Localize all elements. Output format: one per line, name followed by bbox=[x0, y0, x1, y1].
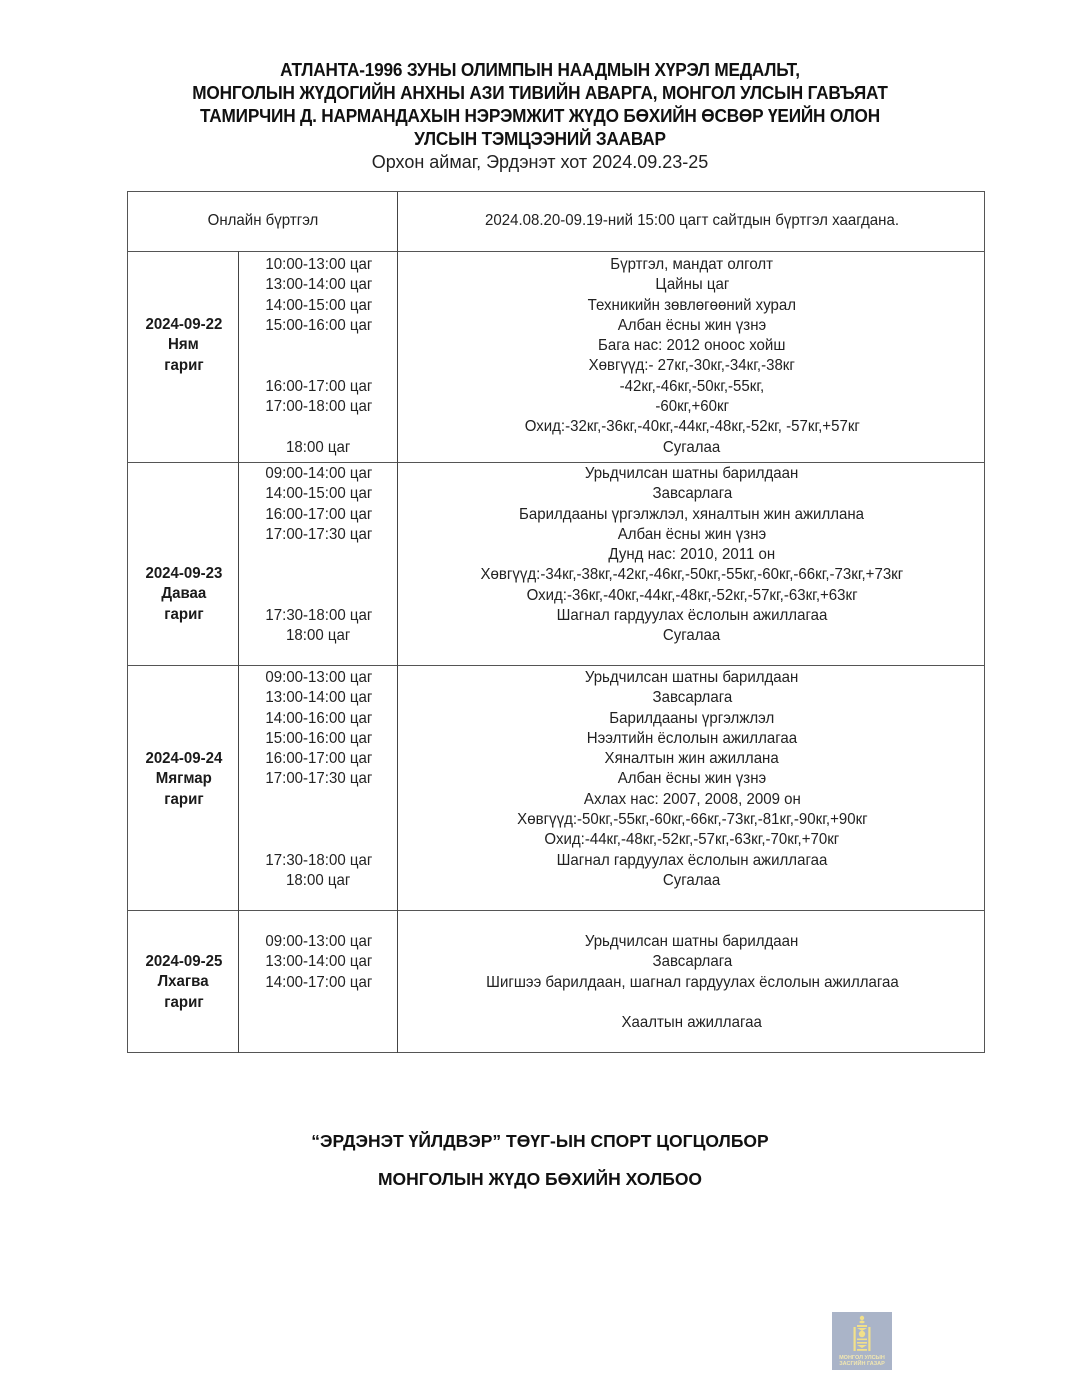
time-slot-text: 17:00-18:00 цаг bbox=[265, 398, 372, 416]
activity-item-text: Цайны цаг bbox=[655, 276, 729, 294]
activity-item-text: Албан ёсны жин үзнэ bbox=[617, 770, 767, 788]
activity-item bbox=[398, 729, 986, 749]
weekday-label-text: Лхагва bbox=[158, 973, 209, 991]
time-slot-text: 14:00-15:00 цаг bbox=[265, 296, 372, 314]
activity-item-text: Шагнал гардуулах ёслолын ажиллагаа bbox=[556, 607, 828, 625]
logo-text-line-1: МОНГОЛ УЛСЫН bbox=[839, 1355, 885, 1361]
time-slot bbox=[239, 709, 398, 729]
activity-item bbox=[398, 586, 986, 606]
date-label bbox=[128, 952, 239, 972]
time-slot bbox=[239, 688, 398, 708]
date-label-text: 2024-09-22 bbox=[145, 316, 222, 333]
time-slot-text: 09:00-14:00 цаг bbox=[265, 465, 372, 482]
activity-item-text: -60кг,+60кг bbox=[655, 398, 729, 416]
time-slot-text: 18:00 цаг bbox=[286, 627, 351, 645]
time-slot-text: 15:00-16:00 цаг bbox=[265, 316, 372, 334]
time-slot-text: 14:00-15:00 цаг bbox=[265, 485, 372, 503]
activity-item bbox=[398, 397, 986, 417]
activity-item-text: Урьдчилсан шатны барилдаан bbox=[585, 465, 799, 482]
activity-item bbox=[398, 484, 986, 504]
title-line-2: МОНГОЛЫН ЖҮДОГИЙН АНХНЫ АЗИ ТИВИЙН АВАРГА, МОНГОЛ УЛСЫН ГАВЪЯАТ bbox=[192, 82, 888, 103]
online-registration-label: Онлайн бүртгэл bbox=[207, 212, 319, 229]
time-slots-cell bbox=[239, 255, 398, 458]
date-label-text: 2024-09-24 bbox=[145, 750, 222, 767]
activity-item-text: Охид:-36кг,-40кг,-44кг,-48кг,-52кг,-57кг,-63кг,+63кг bbox=[526, 586, 858, 604]
activity-item bbox=[398, 505, 986, 525]
activity-item-text: Завсарлага bbox=[652, 689, 732, 707]
activity-item bbox=[398, 769, 986, 789]
time-slot-text: 16:00-17:00 цаг bbox=[265, 750, 372, 768]
activity-item bbox=[398, 749, 986, 769]
activity-item bbox=[398, 565, 986, 585]
day-date-cell bbox=[128, 315, 239, 376]
activity-item bbox=[398, 668, 986, 688]
time-slot-text: 09:00-13:00 цаг bbox=[265, 933, 372, 950]
weekday-label bbox=[128, 335, 239, 355]
time-slot-text: 18:00 цаг bbox=[286, 438, 351, 456]
time-slot-text: 13:00-14:00 цаг bbox=[265, 953, 372, 971]
weekday-label bbox=[128, 605, 239, 625]
activity-item bbox=[398, 316, 986, 336]
activity-item bbox=[398, 973, 986, 993]
time-slot-text: 14:00-17:00 цаг bbox=[265, 973, 372, 991]
activity-item-text: Албан ёсны жин үзнэ bbox=[617, 525, 767, 543]
activity-item bbox=[398, 871, 986, 891]
schedule-table bbox=[127, 191, 985, 1053]
time-slots-cell bbox=[239, 668, 398, 891]
date-label-text: 2024-09-23 bbox=[145, 565, 222, 582]
activity-item-text: Дунд нас: 2010, 2011 он bbox=[608, 546, 776, 564]
activity-item bbox=[398, 417, 986, 437]
organizer-sport-complex: “ЭРДЭНЭТ ҮЙЛДВЭР” ТӨҮГ-ЫН СПОРТ ЦОГЦОЛБОР bbox=[311, 1131, 769, 1151]
time-slot-text: 17:30-18:00 цаг bbox=[265, 851, 372, 869]
activity-item bbox=[398, 830, 986, 850]
time-slot bbox=[239, 275, 398, 295]
time-slot bbox=[239, 438, 398, 458]
document-header bbox=[0, 58, 1080, 174]
title-line-4: УЛСЫН ТЭМЦЭЭНИЙ ЗААВАР bbox=[414, 128, 666, 149]
activity-item-text: Сугалаа bbox=[663, 438, 721, 456]
time-slot bbox=[239, 336, 398, 356]
activity-item-text: Сугалаа bbox=[663, 627, 721, 645]
organizer-judo-federation: МОНГОЛЫН ЖҮДО БӨХИЙН ХОЛБОО bbox=[377, 1169, 703, 1189]
activity-item bbox=[398, 851, 986, 871]
time-slot bbox=[239, 952, 398, 972]
time-slot bbox=[239, 525, 398, 545]
time-slot bbox=[239, 417, 398, 437]
time-slot bbox=[239, 316, 398, 336]
time-slot-text: 17:00-17:30 цаг bbox=[265, 770, 372, 788]
weekday-label bbox=[128, 584, 239, 604]
activity-item-text: Охид:-44кг,-48кг,-52кг,-57кг,-63кг,-70кг,+70кг bbox=[544, 831, 840, 849]
activity-item bbox=[398, 545, 986, 565]
weekday-label-text: Мягмар bbox=[155, 770, 212, 788]
time-slot bbox=[239, 851, 398, 871]
time-slot-text: 13:00-14:00 цаг bbox=[265, 276, 372, 294]
time-slot-text: 15:00-16:00 цаг bbox=[265, 729, 372, 747]
registration-deadline-note: 2024.08.20-09.19-ний 15:00 цагт сайтдын бүртгэл хаагдана. bbox=[484, 212, 900, 229]
time-slot bbox=[239, 749, 398, 769]
weekday-label bbox=[128, 993, 239, 1013]
activity-item-text: Техникийн зөвлөгөөний хурал bbox=[587, 296, 797, 314]
time-slot bbox=[239, 397, 398, 417]
weekday-label bbox=[128, 769, 239, 789]
activity-item-text: Шигшээ барилдаан, шагнал гардуулах ёслолын ажиллагаа bbox=[485, 973, 899, 991]
activity-item bbox=[398, 464, 986, 484]
activity-item bbox=[398, 606, 986, 626]
weekday-label-text: Даваа bbox=[161, 585, 206, 603]
time-slot-text: 14:00-16:00 цаг bbox=[265, 709, 372, 727]
time-slot-text: 17:30-18:00 цаг bbox=[265, 607, 372, 625]
activity-item bbox=[398, 688, 986, 708]
time-slot-text: 16:00-17:00 цаг bbox=[265, 377, 372, 395]
time-slot bbox=[239, 729, 398, 749]
activity-item bbox=[398, 438, 986, 458]
logo-text-line-2: ЗАСГИЙН ГАЗАР bbox=[839, 1361, 885, 1367]
activity-item-text: Хяналтын жин ажиллана bbox=[604, 750, 780, 768]
weekday-label-text: Ням bbox=[168, 336, 199, 354]
activity-item-text: -42кг,-46кг,-50кг,-55кг, bbox=[619, 377, 765, 395]
date-label bbox=[128, 315, 239, 335]
time-slot bbox=[239, 871, 398, 891]
weekday-label-text: гариг bbox=[163, 605, 204, 623]
time-slot bbox=[239, 973, 398, 993]
time-slot bbox=[239, 464, 398, 484]
activities-cell bbox=[398, 668, 986, 891]
time-slot-text: 09:00-13:00 цаг bbox=[265, 669, 372, 686]
activity-item bbox=[398, 356, 986, 376]
day-date-cell bbox=[128, 564, 239, 625]
time-slots-cell bbox=[239, 932, 398, 993]
time-slot bbox=[239, 484, 398, 504]
activity-item-text: Завсарлага bbox=[652, 485, 732, 503]
time-slot bbox=[239, 830, 398, 850]
time-slot bbox=[239, 377, 398, 397]
activities-cell bbox=[398, 932, 986, 1033]
activity-item-text: Сугалаа bbox=[663, 871, 721, 889]
activity-item-text: Ахлах нас: 2007, 2008, 2009 он bbox=[583, 790, 801, 808]
activities-cell bbox=[398, 464, 986, 647]
time-slot bbox=[239, 626, 398, 646]
time-slot bbox=[239, 586, 398, 606]
activity-item-text: Урьдчилсан шатны барилдаан bbox=[585, 669, 799, 686]
activity-item bbox=[398, 1013, 986, 1033]
activity-item bbox=[398, 296, 986, 316]
title-line-3: ТАМИРЧИН Д. НАРМАНДАХЫН НЭРЭМЖИТ ЖҮДО БӨХИЙН ӨСВӨР ҮЕИЙН ОЛОН bbox=[200, 105, 880, 126]
time-slot bbox=[239, 810, 398, 830]
activity-item-text: Охид:-32кг,-36кг,-40кг,-44кг,-48кг,-52кг, -57кг,+57кг bbox=[524, 418, 860, 436]
activity-item bbox=[398, 790, 986, 810]
activity-item bbox=[398, 709, 986, 729]
activity-item bbox=[398, 275, 986, 295]
activity-item bbox=[398, 810, 986, 830]
activity-item bbox=[398, 932, 986, 952]
time-slots-cell bbox=[239, 464, 398, 647]
weekday-label bbox=[128, 356, 239, 376]
activity-item-text: Нээлтийн ёслолын ажиллагаа bbox=[586, 729, 798, 747]
time-slot bbox=[239, 606, 398, 626]
date-label bbox=[128, 749, 239, 769]
weekday-label-text: гариг bbox=[163, 993, 204, 1011]
activity-item bbox=[398, 525, 986, 545]
activity-item-text: Хөвгүүд:- 27кг,-30кг,-34кг,-38кг bbox=[588, 357, 796, 375]
weekday-label-text: гариг bbox=[163, 356, 204, 374]
row-divider bbox=[128, 910, 984, 911]
activity-item-text: Хаалтын ажиллагаа bbox=[621, 1014, 763, 1032]
activity-item-text: Хөвгүүд:-34кг,-38кг,-42кг,-46кг,-50кг,-55кг,-60кг,-66кг,-73кг,+73кг bbox=[480, 566, 904, 584]
time-slot bbox=[239, 255, 398, 275]
activity-item-text: Урьдчилсан шатны барилдаан bbox=[585, 933, 799, 950]
weekday-label bbox=[128, 790, 239, 810]
time-slot bbox=[239, 356, 398, 376]
time-slot bbox=[239, 565, 398, 585]
activity-item-text: Барилдааны үргэлжлэл bbox=[609, 709, 775, 727]
activity-item bbox=[398, 993, 986, 1013]
government-logo bbox=[832, 1312, 892, 1370]
activities-cell bbox=[398, 255, 986, 458]
activity-item bbox=[398, 255, 986, 275]
time-slot-text: 16:00-17:00 цаг bbox=[265, 505, 372, 523]
weekday-label bbox=[128, 972, 239, 992]
time-slot bbox=[239, 769, 398, 789]
time-slot bbox=[239, 296, 398, 316]
row-divider bbox=[128, 462, 984, 463]
time-slot-text: 13:00-14:00 цаг bbox=[265, 689, 372, 707]
activity-item bbox=[398, 626, 986, 646]
weekday-label-text: гариг bbox=[163, 790, 204, 808]
time-slot bbox=[239, 932, 398, 952]
activity-item-text: Албан ёсны жин үзнэ bbox=[617, 316, 767, 334]
activity-item-text: Бага нас: 2012 оноос хойш bbox=[598, 337, 786, 355]
time-slot bbox=[239, 545, 398, 565]
activity-item bbox=[398, 377, 986, 397]
day-date-cell bbox=[128, 749, 239, 810]
time-slot bbox=[239, 505, 398, 525]
activity-item bbox=[398, 336, 986, 356]
date-label-text: 2024-09-25 bbox=[145, 953, 222, 970]
time-slot-text: 18:00 цаг bbox=[286, 871, 351, 889]
soyombo-emblem-icon bbox=[832, 1312, 892, 1354]
time-slot bbox=[239, 790, 398, 810]
time-slot bbox=[239, 668, 398, 688]
row-divider bbox=[128, 251, 984, 252]
activity-item bbox=[398, 952, 986, 972]
activity-item-text: Бүртгэл, мандат олголт bbox=[610, 256, 774, 273]
activity-item-text: Шагнал гардуулах ёслолын ажиллагаа bbox=[556, 851, 828, 869]
activity-item-text: Барилдааны үргэлжлэл, хяналтын жин ажиллана bbox=[519, 505, 865, 523]
activity-item-text: Хөвгүүд:-50кг,-55кг,-60кг,-66кг,-73кг,-81кг,-90кг,+90кг bbox=[516, 811, 868, 829]
time-slot-text: 17:00-17:30 цаг bbox=[265, 525, 372, 543]
time-slot-text: 10:00-13:00 цаг bbox=[265, 256, 372, 273]
date-label bbox=[128, 564, 239, 584]
activity-item-text: Завсарлага bbox=[652, 953, 732, 971]
location-date-subtitle: Орхон аймаг, Эрдэнэт хот 2024.09.23-25 bbox=[371, 152, 709, 172]
title-line-1: АТЛАНТА-1996 ЗУНЫ ОЛИМПЫН НААДМЫН ХҮРЭЛ МЕДАЛЬТ, bbox=[280, 59, 800, 80]
row-divider bbox=[128, 665, 984, 666]
day-date-cell bbox=[128, 952, 239, 1013]
